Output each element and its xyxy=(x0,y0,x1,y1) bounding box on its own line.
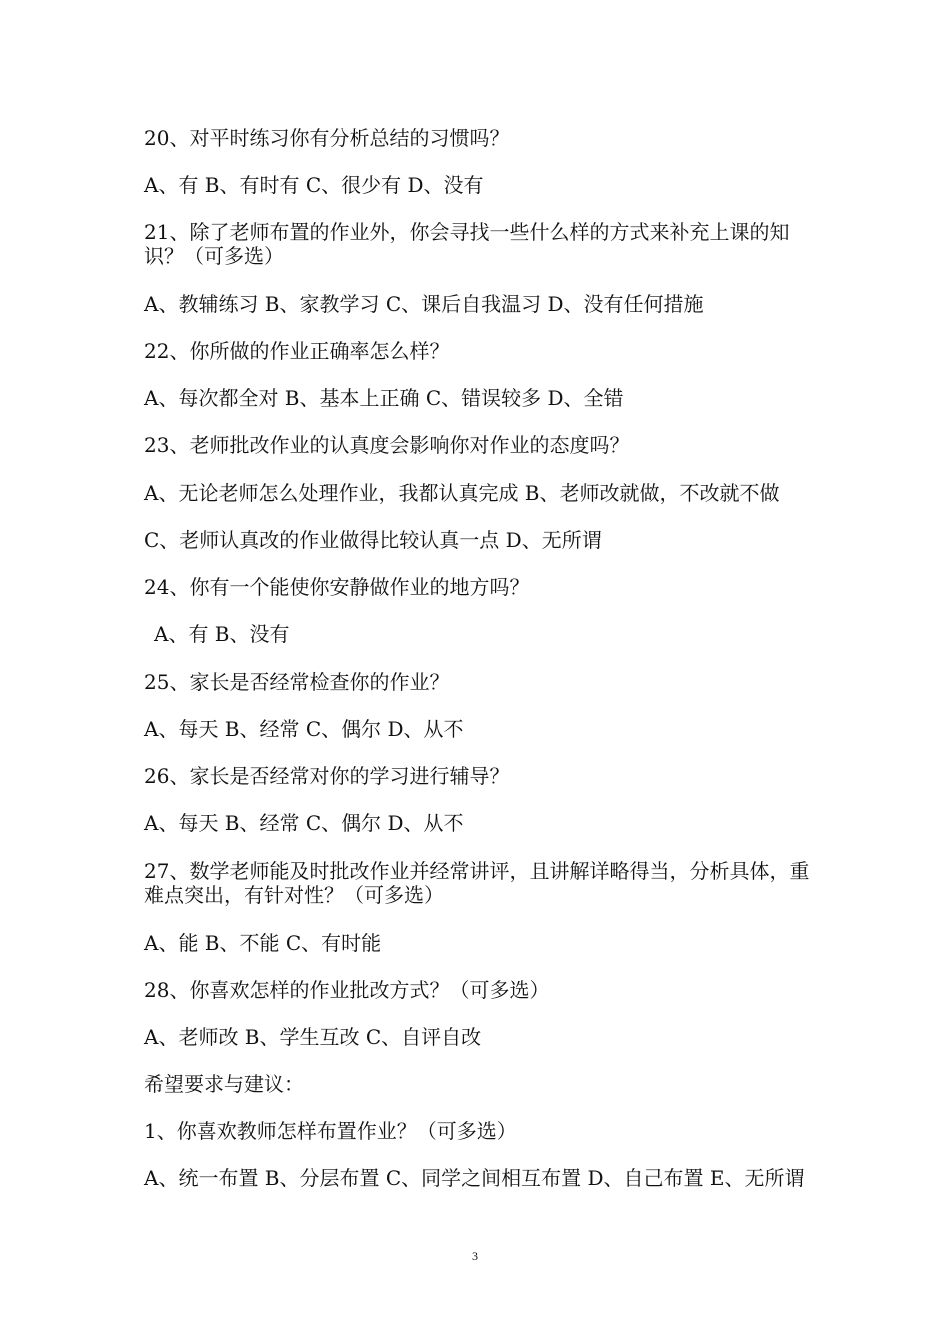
options-22: A、每次都全对 B、基本上正确 C、错误较多 D、全错 xyxy=(144,386,624,410)
options-26: A、每天 B、经常 C、偶尔 D、从不 xyxy=(144,811,464,835)
options-20: A、有 B、有时有 C、很少有 D、没有 xyxy=(144,173,484,197)
options-23-line-2: C、老师认真改的作业做得比较认真一点 D、无所谓 xyxy=(144,528,602,552)
suggestion-options-1: A、统一布置 B、分层布置 C、同学之间相互布置 D、自己布置 E、无所谓 xyxy=(144,1166,805,1190)
question-28: 28、你喜欢怎样的作业批改方式？（可多选） xyxy=(144,978,550,1002)
options-23-line-1: A、无论老师怎么处理作业，我都认真完成 B、老师改就做，不改就不做 xyxy=(144,481,780,505)
suggestion-question-1: 1、你喜欢教师怎样布置作业？（可多选） xyxy=(144,1119,517,1143)
options-24: A、有 B、没有 xyxy=(154,622,290,646)
options-21: A、教辅练习 B、家教学习 C、课后自我温习 D、没有任何措施 xyxy=(144,292,704,316)
question-27: 27、数学老师能及时批改作业并经常讲评，且讲解详略得当，分析具体，重难点突出，有针对性？（可多选） xyxy=(144,859,810,907)
question-25: 25、家长是否经常检查你的作业？ xyxy=(144,670,450,694)
question-21: 21、除了老师布置的作业外，你会寻找一些什么样的方式来补充上课的知识？（可多选） xyxy=(144,220,790,268)
question-22: 22、你所做的作业正确率怎么样？ xyxy=(144,339,450,363)
question-24: 24、你有一个能使你安静做作业的地方吗？ xyxy=(144,575,530,599)
page-number: 3 xyxy=(472,1249,478,1263)
options-28: A、老师改 B、学生互改 C、自评自改 xyxy=(144,1025,482,1049)
question-23: 23、老师批改作业的认真度会影响你对作业的态度吗？ xyxy=(144,433,630,457)
options-25: A、每天 B、经常 C、偶尔 D、从不 xyxy=(144,717,464,741)
options-27: A、能 B、不能 C、有时能 xyxy=(144,931,382,955)
question-20: 20、对平时练习你有分析总结的习惯吗？ xyxy=(144,126,510,150)
question-26: 26、家长是否经常对你的学习进行辅导？ xyxy=(144,764,510,788)
section-heading: 希望要求与建议： xyxy=(144,1072,304,1096)
